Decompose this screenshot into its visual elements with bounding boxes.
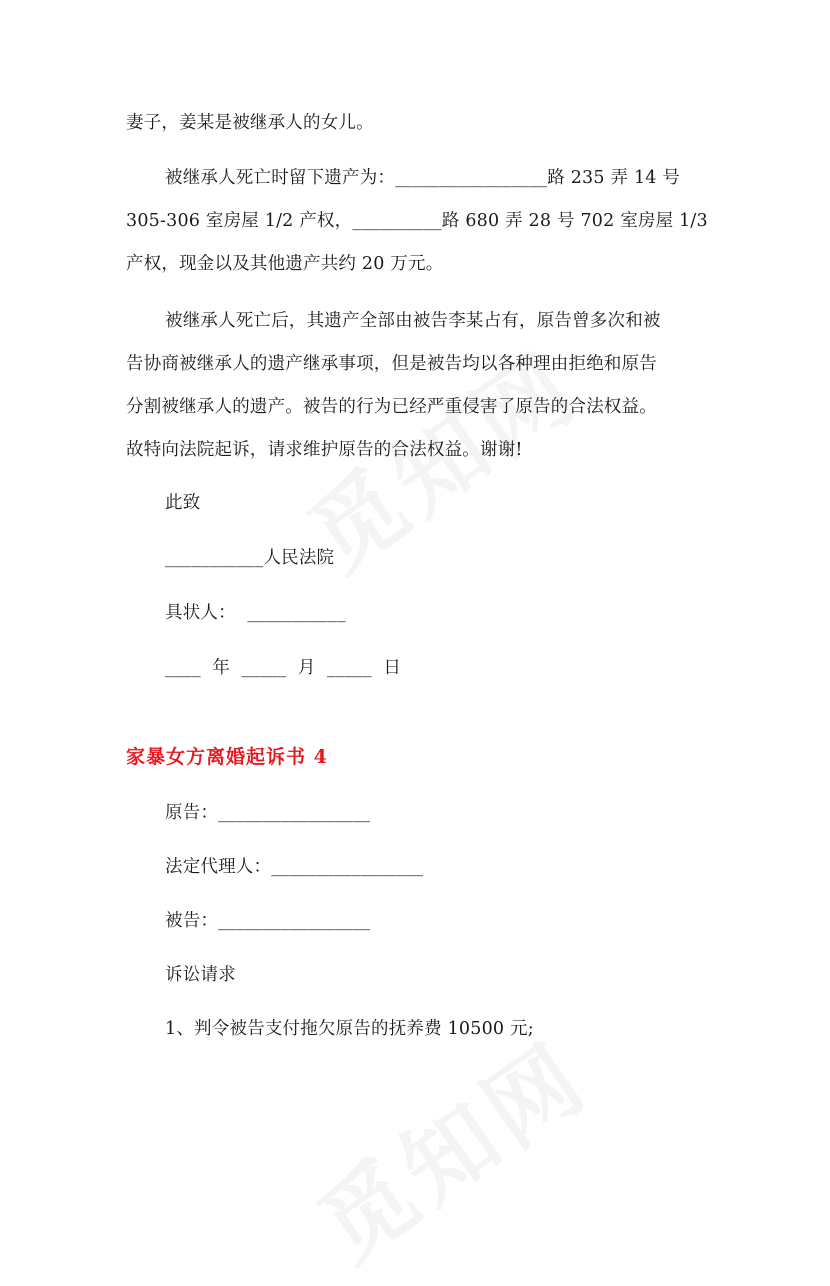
defendant-field: 被告：_________________ xyxy=(165,911,371,931)
court-line: ___________人民法院 xyxy=(165,548,335,568)
claims-heading: 诉讼请求 xyxy=(165,965,236,985)
claim-item: 1、判令被告支付拖欠原告的抚养费 10500 元; xyxy=(165,1019,534,1039)
paragraph-line: 分割被继承人的遗产。被告的行为已经严重侵害了原告的合法权益。 xyxy=(126,397,657,417)
plaintiff-field: 原告：_________________ xyxy=(165,803,371,823)
paragraph-line: 告协商被继承人的遗产继承事项，但是被告均以各种理由拒绝和原告 xyxy=(126,354,657,374)
paragraph-line: 被继承人死亡时留下遗产为：_________________路 235 弄 14 号 xyxy=(165,168,681,188)
watermark-logo xyxy=(289,1006,610,1286)
section-heading: 家暴女方离婚起诉书 4 xyxy=(126,746,328,768)
paragraph-line: 被继承人死亡后，其遗产全部由被告李某占有，原告曾多次和被 xyxy=(165,311,661,331)
closing-salutation: 此致 xyxy=(165,493,201,513)
paragraph-line: 产权，现金以及其他遗产共约 20 万元。 xyxy=(126,254,444,274)
signer-line: 具状人： ___________ xyxy=(165,603,346,623)
legal-representative-field: 法定代理人：_________________ xyxy=(165,857,424,877)
paragraph-line: 故特向法院起诉，请求维护原告的合法权益。谢谢! xyxy=(126,440,523,460)
paragraph-line: 妻子，姜某是被继承人的女儿。 xyxy=(126,113,374,133)
date-line: ____ 年 _____ 月 _____ 日 xyxy=(165,658,402,678)
paragraph-line: 305-306 室房屋 1/2 产权，__________路 680 弄 28 号 702 室房屋 1/3 xyxy=(126,211,708,231)
